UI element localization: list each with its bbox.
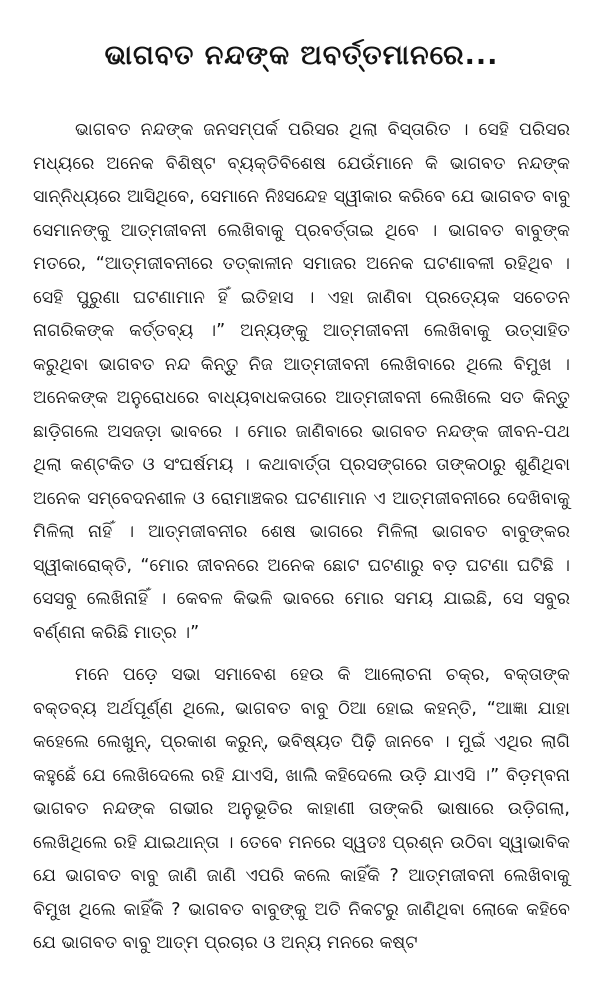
document-page [0,40,600,996]
paragraph-1: ଭାଗବତ ନନ୍ଦଙ୍କ ଜନସମ୍ପର୍କ ପରିସର ଥିଲା ବିସ୍ତାରିତ । ସେହି ପରିସର ମଧ୍ୟରେ ଅନେକ ବିଶିଷ୍ଟ ବ୍ୟକ୍ତିବିଶେଷ ଯେଉଁମାନେ କି ଭାଗବତ ନନ୍ଦଙ୍କ ସାନ୍ନିଧ୍ୟରେ ଆସିଥିବେ, ସେମାନେ ନିଃସନ୍ଦେହ ସ୍ୱୀକାର କରିବେ ଯେ ଭାଗବତ ବାବୁ ସେମାନଙ୍କୁ ଆତ୍ମଜୀବନୀ ଲେଖିବାକୁ ପ୍ରବର୍ତ୍ତାଇ ଥିବେ । ଭାଗବତ ବାବୁଙ୍କ ମତରେ, “ଆତ୍ମଜୀବନୀରେ ତତ୍କାଳୀନ ସମାଜର ଅନେକ ଘଟଣାବଳୀ ରହିଥିବ । ସେହି ପୁରୁଣା ଘଟଣାମାନ ହିଁ ଇତିହାସ । ଏହା ଜାଣିବା ପ୍ରତ୍ୟେକ ସଚେତନ ନାଗରିକଙ୍କ କର୍ତ୍ତବ୍ୟ ।” ଅନ୍ୟଙ୍କୁ ଆତ୍ମଜୀବନୀ ଲେଖିବାକୁ ଉତ୍ସାହିତ କରୁଥିବା ଭାଗବତ ନନ୍ଦ କିନ୍ତୁ ନିଜ ଆତ୍ମଜୀବନୀ ଲେଖିବାରେ ଥିଲେ ବିମୁଖ । ଅନେକଙ୍କ ଅନୁରୋଧରେ ବାଧ୍ୟବାଧକତାରେ ଆତ୍ମଜୀବନୀ ଲେଖିଲେ ସତ କିନ୍ତୁ ଛାଡ଼ିଗଲେ ଅସଜଡ଼ା ଭାବରେ । ମୋର ଜାଣିବାରେ ଭାଗବତ ନନ୍ଦଙ୍କ ଜୀବନ-ପଥ ଥିଲା କଣ୍ଟକିତ ଓ ସଂଘର୍ଷମୟ । କଥାବାର୍ତ୍ତା ପ୍ରସଙ୍ଗରେ ତାଙ୍କଠାରୁ ଶୁଣିଥିବା ଅନେକ ସମ୍ବେଦନଶୀଳ ଓ ରୋମାଞ୍ଚକର ଘଟଣାମାନ ଏ ଆତ୍ମଜୀବନୀରେ ଦେଖିବାକୁ ମିଳିଲା ନାହିଁ । ଆତ୍ମଜୀବନୀର ଶେଷ ଭାଗରେ ମିଳିଲା ଭାଗବତ ବାବୁଙ୍କର ସ୍ୱୀକାରୋକ୍ତି, “ମୋର ଜୀବନରେ ଅନେକ ଛୋଟ ଘଟଣାରୁ ବଡ଼ ଘଟଣା ଘଟିଛି । ସେସବୁ ଲେଖିନାହିଁ । କେବଳ କିଭଳି ଭାବରେ ମୋର ସମୟ ଯାଇଛି, ସେ ସବୁର ବର୍ଣ୍ଣନା କରିଛି ମାତ୍ର ।” [33,120,570,643]
article-title: ଭାଗବତ ନନ୍ଦଙ୍କ ଅବର୍ତ୍ତମାନରେ... [104,40,499,71]
paragraph-2: ମନେ ପଡ଼େ ସଭା ସମାବେଶ ହେଉ କି ଆଲୋଚନା ଚକ୍ର, ବକ୍ତାଙ୍କ ବକ୍ତବ୍ୟ ଅର୍ଥପୂର୍ଣ୍ଣ ଥିଲେ, ଭାଗବତ ବାବୁ ଠିଆ ହୋଇ କହନ୍ତି, “ଆଜ୍ଞା ଯାହା କହେଲେ ଲେଖୁନ୍, ପ୍ରକାଶ କରୁନ୍, ଭବିଷ୍ୟତ ପିଢ଼ି ଜାନବେ । ମୁଇଁ ଏଥିର ଲାଗି କହୁଛେଁ ଯେ ଲେଖିଦେଲେ ରହି ଯାଏସି, ଖାଲି କହିଦେଲେ ଉଡ଼ି ଯାଏସି ।” ବିଡ଼ମ୍ବନା ଭାଗବତ ନନ୍ଦଙ୍କ ଗଭୀର ଅନୁଭୂତିର କାହାଣୀ ତାଙ୍କରି ଭାଷାରେ ଉଡ଼ିଗଲା, ଲେଖିଥିଲେ ରହି ଯାଇଥାନ୍ତା । ତେବେ ମନରେ ସ୍ୱତଃ ପ୍ରଶ୍ନ ଉଠିବା ସ୍ୱାଭାବିକ ଯେ ଭାଗବତ ବାବୁ ଜାଣି ଜାଣି ଏପରି କଲେ କାହିଁକି ? ଆତ୍ମଜୀବନୀ ଲେଖିବାକୁ ବିମୁଖ ଥିଲେ କାହିଁକି ? ଭାଗବତ ବାବୁଙ୍କୁ ଅତି ନିକଟରୁ ଜାଣିଥିବା ଲୋକେ କହିବେ ଯେ ଭାଗବତ ବାବୁ ଆତ୍ମ ପ୍ରଚାର ଓ ଅନ୍ୟ ମନରେ କଷ୍ଟ [33,665,570,954]
article-body [33,114,570,961]
